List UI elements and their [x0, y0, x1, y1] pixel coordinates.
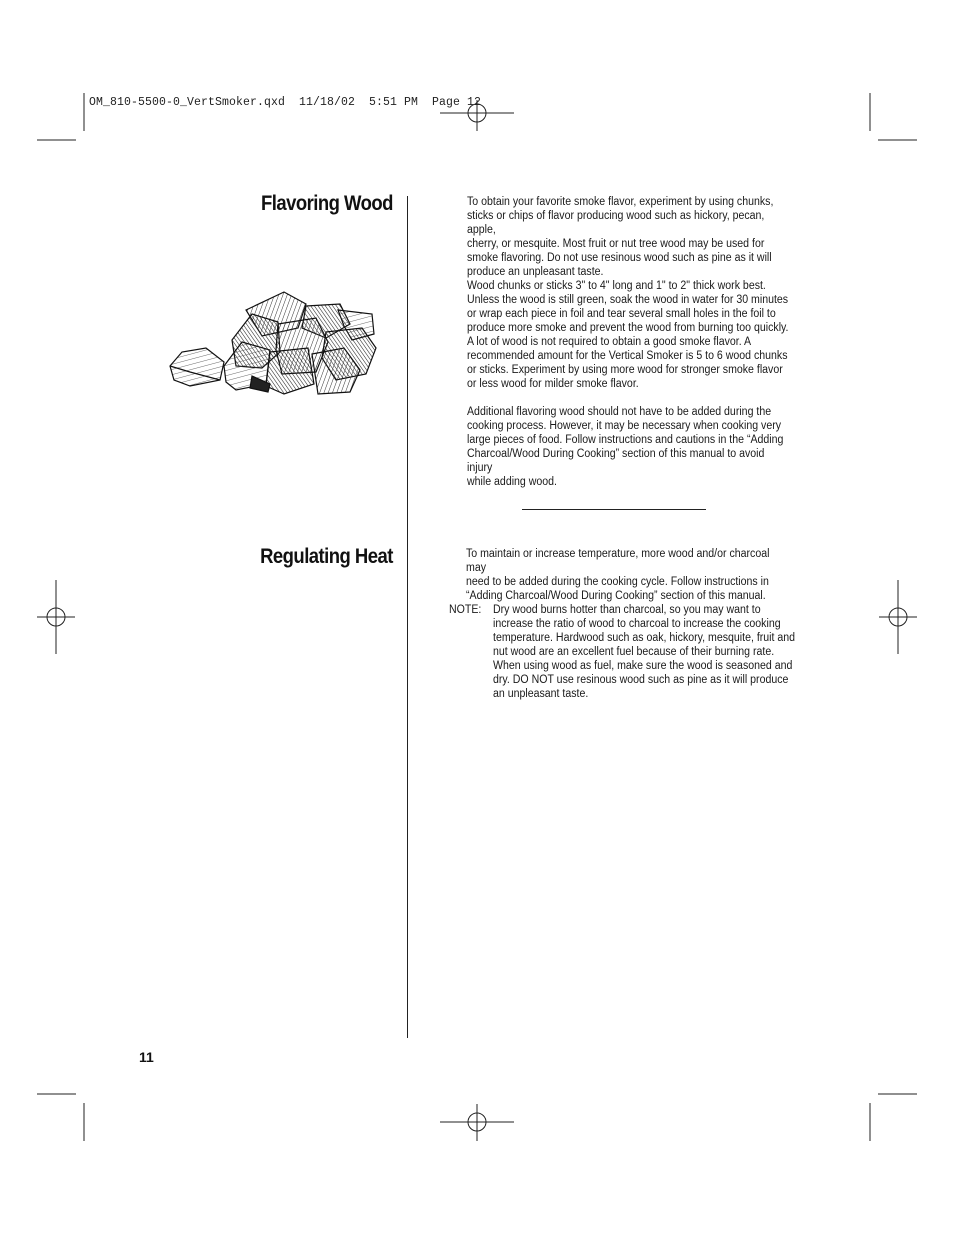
- section-title-flavoring-wood: Flavoring Wood: [261, 192, 393, 215]
- wood-chunks-illustration: [166, 288, 382, 398]
- regulating-paragraph: To maintain or increase temperature, more wood and/or charcoal may need to be added during the cooking cycle. Follow instructions in “Adding Charcoal/Wood During Cooking” section of this manual.: [466, 548, 770, 602]
- flavoring-paragraph-1: To obtain your favorite smoke flavor, experiment by using chunks, sticks or chips of flavor producing wood such as hickory, pecan, apple, cherry, or mesquite. Most fruit or nut tree wood may be used for smoke flavoring. Do not use resinous wood such as pine as it will produce an unpleasant taste.: [467, 196, 774, 278]
- note-text: Dry wood burns hotter than charcoal, so you may want to increase the ratio of wood to charcoal to increase the cooking temperature. Hardwood such as oak, hickory, mesquite, fruit and nut wood are an excellent fuel because of their burning rate. When using wood as fuel, make sure the wood is seasoned and dry. DO NOT use resinous wood such as pine as it will produce an unpleasant taste.: [493, 604, 796, 700]
- note-label: NOTE:: [449, 604, 482, 616]
- flavoring-paragraph-2: Wood chunks or sticks 3" to 4" long and 1" to 2" thick work best. Unless the wood is still green, soak the wood in water for 30 minutes or wrap each piece in foil and tear several small holes in the foil to produce more smoke and prevent the wood from burning too quickly. A lot of wood is not required to obtain a good smoke flavor. A recommended amount for the Vertical Smoker is 5 to 6 wood chunks or sticks. Experiment by using more wood for stronger smoke flavor or less wood for milder smoke flavor.: [467, 280, 789, 390]
- wood-chunks-icon: [166, 288, 382, 398]
- section-separator-rule: [522, 509, 706, 510]
- page-number: 11: [139, 1049, 154, 1065]
- column-divider: [407, 196, 408, 1038]
- file-slug-line: OM_810-5500-0_VertSmoker.qxd 11/18/02 5:51 PM Page 12: [89, 96, 482, 109]
- flavoring-paragraph-3: Additional flavoring wood should not have to be added during the cooking process. However, it may be necessary when cooking very large pieces of food. Follow instructions and cautions in the “Adding Charcoal/Wood During Cooking” section of this manual to avoid injury while adding wood.: [467, 406, 784, 488]
- section-title-regulating-heat: Regulating Heat: [260, 545, 393, 568]
